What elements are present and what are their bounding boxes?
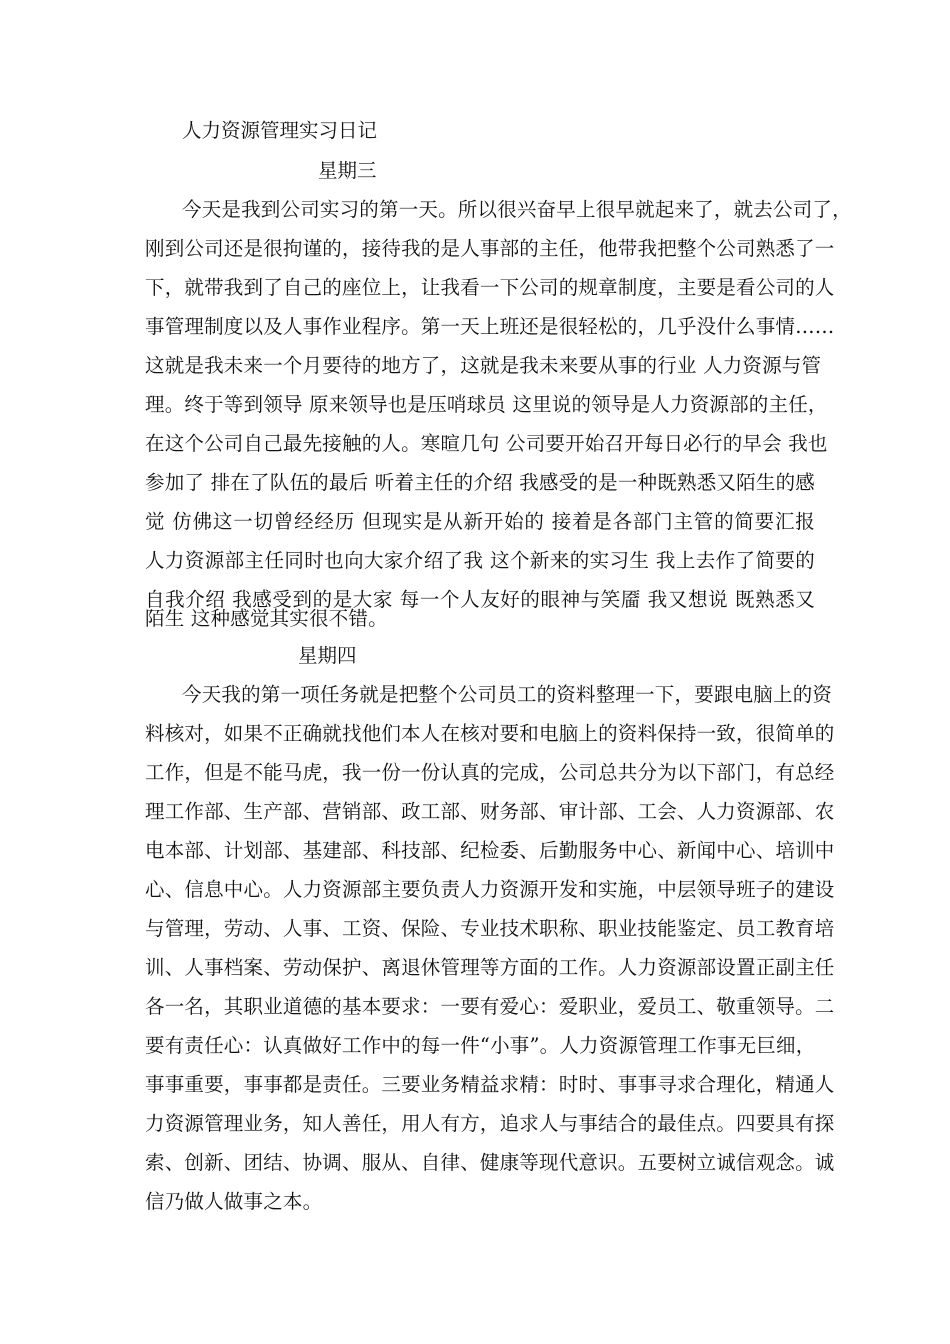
entry2-line-7: 与管理，劳动、人事、工资、保险、专业技术职称、职业技能鉴定、员工教育培 (145, 917, 835, 940)
entry2-line-8: 训、人事档案、劳动保护、离退休管理等方面的工作。人力资源部设置正副主任 (145, 956, 835, 979)
entry1-line-7: 在这个公司自己最先接触的人。寒暄几句 公司要开始召开每日必行的早会 我也 (145, 432, 828, 455)
entry2-line-10: 要有责任心：认真做好工作中的每一件“小事”。人力资源管理工作事无巨细， (145, 1034, 816, 1057)
entry-day-wednesday: 星期三 (318, 159, 377, 182)
entry2-line-2: 料核对，如果不正确就找他们本人在核对要和电脑上的资料保持一致，很简单的 (145, 722, 835, 745)
entry-day-thursday: 星期四 (298, 644, 357, 667)
entry1-line-8: 参加了 排在了队伍的最后 听着主任的介绍 我感受的是一种既熟悉又陌生的感 (145, 471, 815, 494)
entry1-line-3: 下，就带我到了自己的座位上，让我看一下公司的规章制度，主要是看公司的人 (145, 276, 835, 299)
entry2-line-3: 工作，但是不能马虎，我一份一份认真的完成，公司总共分为以下部门，有总经 (145, 761, 835, 784)
entry2-line-1: 今天我的第一项任务就是把整个公司员工的资料整理一下，要跟电脑上的资 (182, 683, 833, 706)
entry1-line-4: 事管理制度以及人事作业程序。第一天上班还是很轻松的，几乎没什么事情…… (145, 315, 835, 338)
entry2-line-13: 索、创新、团结、协调、服从、自律、健康等现代意识。五要树立诚信观念。诚 (145, 1151, 835, 1174)
entry1-line-9: 觉 仿佛这一切曾经经历 但现实是从新开始的 接着是各部门主管的简要汇报 (145, 510, 815, 533)
entry1-line-6: 理。终于等到领导 原来领导也是压哨球员 这里说的领导是人力资源部的主任， (145, 393, 828, 416)
entry2-line-5: 电本部、计划部、基建部、科技部、纪检委、后勤服务中心、新闻中心、培训中 (145, 839, 835, 862)
entry1-line-11: 自我介绍 我感受到的是大家 每一个人友好的眼神与笑靥 我又想说 既熟悉又 (145, 588, 815, 611)
entry2-line-4: 理工作部、生产部、营销部、政工部、财务部、审计部、工会、人力资源部、农 (145, 800, 835, 823)
entry2-line-14: 信乃做人做事之本。 (145, 1190, 323, 1213)
entry2-line-6: 心、信息中心。人力资源部主要负责人力资源开发和实施，中层领导班子的建设 (145, 878, 835, 901)
document-title: 人力资源管理实习日记 (182, 119, 378, 142)
entry1-line-2: 刚到公司还是很拘谨的，接待我的是人事部的主任，他带我把整个公司熟悉了一 (145, 237, 835, 260)
entry2-line-12: 力资源管理业务，知人善任，用人有方，追求人与事结合的最佳点。四要具有探 (145, 1112, 835, 1135)
entry1-line-12: 陌生 这种感觉其实很不错。 (145, 607, 388, 630)
entry2-line-11: 事事重要，事事都是责任。三要业务精益求精：时时、事事寻求合理化，精通人 (145, 1073, 835, 1096)
entry1-line-10: 人力资源部主任同时也向大家介绍了我 这个新来的实习生 我上去作了简要的 (145, 549, 815, 572)
entry1-line-5: 这就是我未来一个月要待的地方了，这就是我未来要从事的行业 人力资源与管 (145, 354, 822, 377)
entry1-line-1: 今天是我到公司实习的第一天。所以很兴奋早上很早就起来了，就去公司了， (182, 198, 852, 221)
entry2-line-9: 各一名，其职业道德的基本要求：一要有爱心：爱职业，爱员工、敬重领导。二 (145, 995, 835, 1018)
